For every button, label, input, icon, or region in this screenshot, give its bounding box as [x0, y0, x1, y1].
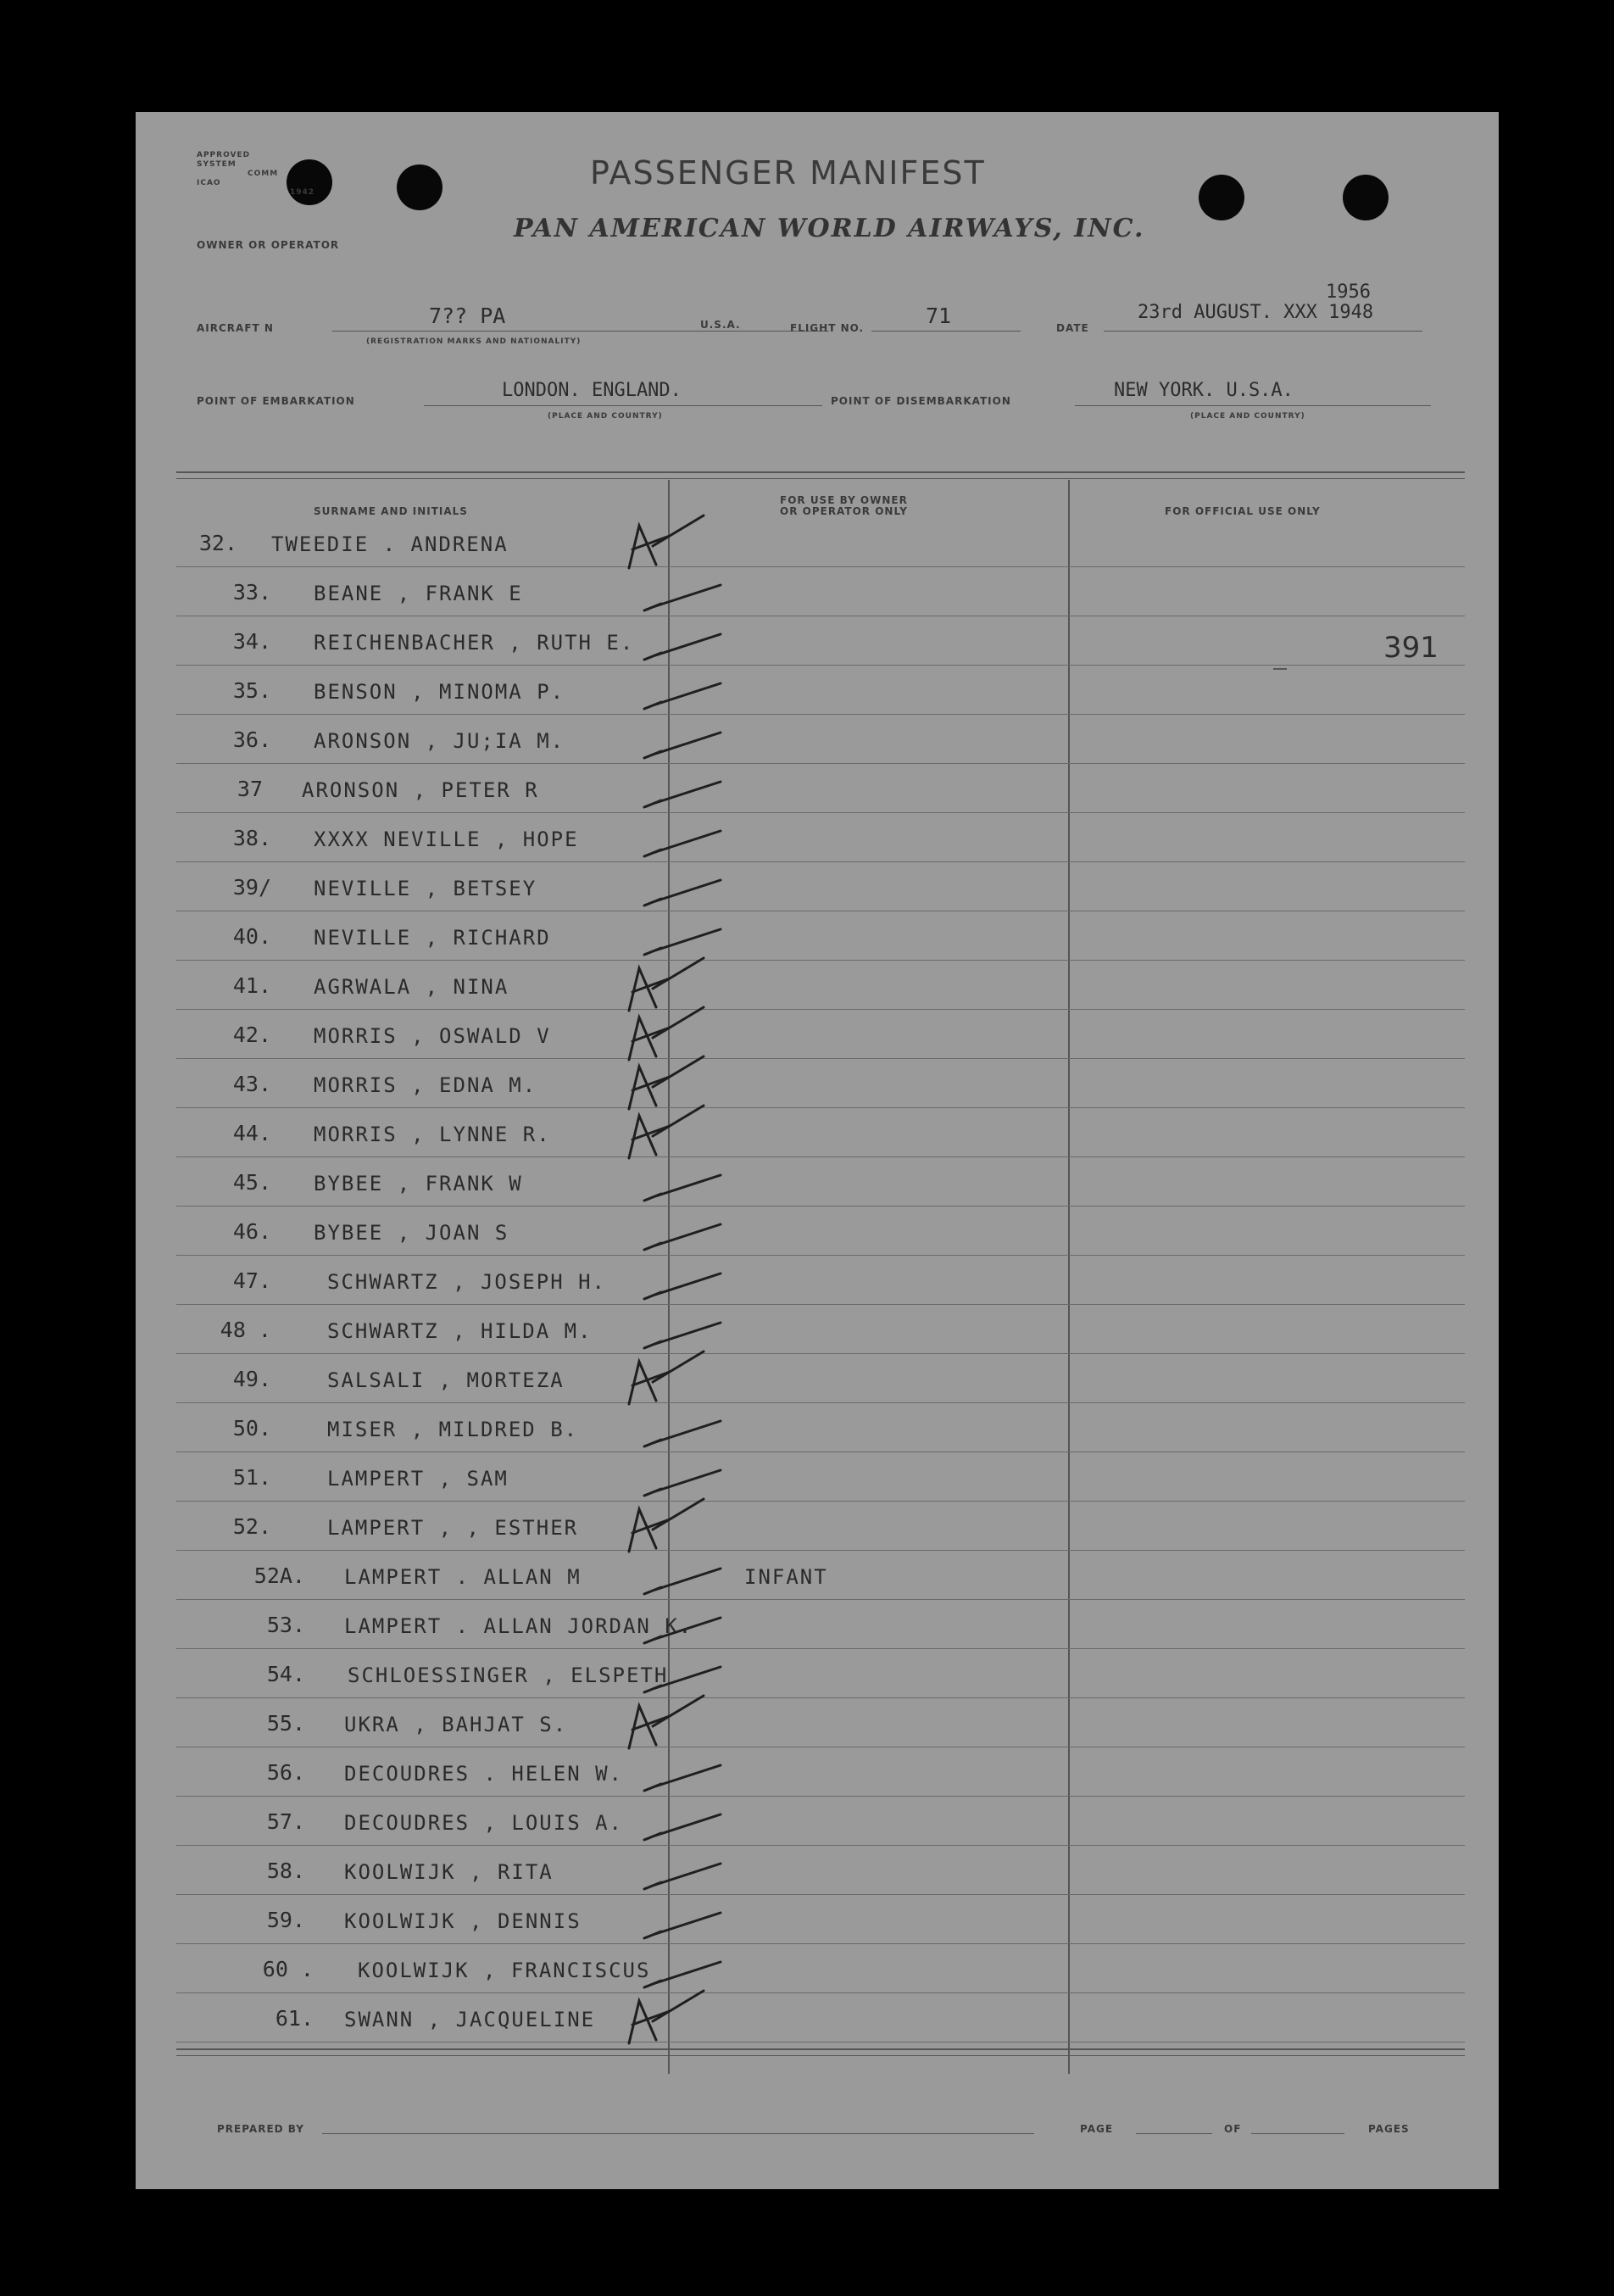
- passenger-name: NEVILLE , RICHARD: [314, 926, 551, 950]
- official-number: 391: [1383, 631, 1439, 665]
- check-mark: [629, 1056, 704, 1109]
- passenger-number: 50.: [232, 1416, 271, 1441]
- passenger-number: 43.: [232, 1072, 271, 1096]
- disembark-sublabel: (PLACE AND COUNTRY): [1190, 412, 1305, 421]
- passenger-name: SCHWARTZ , JOSEPH H.: [327, 1270, 606, 1294]
- check-mark: [629, 1696, 704, 1748]
- passenger-name: AGRWALA , NINA: [314, 975, 509, 999]
- passenger-name: BENSON , MINOMA P.: [314, 680, 565, 704]
- passenger-name: UKRA , BAHJAT S.: [344, 1713, 568, 1736]
- passenger-number: 48 .: [220, 1318, 271, 1342]
- passenger-name: NEVILLE , BETSEY: [314, 877, 537, 900]
- passenger-name: KOOLWIJK , FRANCISCUS: [358, 1959, 651, 1982]
- check-mark: [644, 1273, 721, 1299]
- flight-label: FLIGHT NO.: [790, 322, 865, 334]
- check-mark: [644, 1470, 721, 1496]
- pages-label: PAGES: [1368, 2123, 1410, 2135]
- passenger-number: 47.: [232, 1268, 271, 1293]
- check-mark: [644, 585, 721, 610]
- passenger-name: ARONSON , PETER R: [302, 778, 539, 802]
- check-mark: [629, 1106, 704, 1158]
- manifest-page: [136, 112, 1499, 2189]
- check-mark: [629, 1991, 704, 2043]
- passenger-number: 33.: [232, 580, 271, 605]
- check-mark: [644, 1569, 721, 1594]
- passenger-name: BEANE , FRANK E: [314, 582, 523, 605]
- check-mark: [629, 1007, 704, 1060]
- check-mark: [644, 1962, 721, 1987]
- col-header-surname: SURNAME AND INITIALS: [314, 505, 468, 517]
- passenger-name: SWANN , JACQUELINE: [344, 2008, 596, 2031]
- check-mark: [629, 1351, 704, 1404]
- year-overwrite: 1956: [1326, 281, 1371, 303]
- disembark-value: NEW YORK. U.S.A.: [1114, 380, 1294, 401]
- passenger-number: 57.: [266, 1809, 305, 1834]
- check-mark: [644, 733, 721, 758]
- approval-stamp: APPROVED SYSTEM COMM ICAO 1942: [197, 151, 315, 197]
- passenger-name: MISER , MILDRED B.: [327, 1418, 579, 1441]
- embark-sublabel: (PLACE AND COUNTRY): [548, 412, 663, 421]
- handwritten-marks: [136, 112, 1499, 2189]
- passenger-number: 42.: [232, 1023, 271, 1047]
- col-header-official: FOR OFFICIAL USE ONLY: [1165, 505, 1321, 517]
- disembark-label: POINT OF DISEMBARKATION: [831, 395, 1011, 407]
- passenger-name: LAMPERT . ALLAN JORDAN K.: [344, 1614, 693, 1638]
- passenger-number: 45.: [232, 1170, 271, 1195]
- check-mark: [644, 683, 721, 709]
- check-mark: [644, 1913, 721, 1938]
- airline-name: PAN AMERICAN WORLD AIRWAYS, INC.: [514, 214, 1145, 243]
- date-label: DATE: [1056, 322, 1089, 334]
- check-mark: [644, 929, 721, 955]
- passenger-name: XXXX NEVILLE , HOPE: [314, 828, 579, 851]
- check-mark: [644, 782, 721, 807]
- flight-value: 71: [926, 304, 952, 328]
- passenger-name: MORRIS , LYNNE R.: [314, 1123, 551, 1146]
- check-mark: [644, 1864, 721, 1889]
- check-mark: [644, 1618, 721, 1643]
- passenger-name: LAMPERT , SAM: [327, 1467, 509, 1491]
- passenger-name: KOOLWIJK , RITA: [344, 1860, 554, 1884]
- passenger-number: 35.: [232, 678, 271, 703]
- passenger-name: ARONSON , JU;IA M.: [314, 729, 565, 753]
- check-mark: [644, 1667, 721, 1692]
- check-mark: [629, 1499, 704, 1552]
- page-title: PASSENGER MANIFEST: [590, 154, 986, 192]
- passenger-number: 54.: [266, 1662, 305, 1686]
- passenger-name: SCHWARTZ , HILDA M.: [327, 1319, 593, 1343]
- passenger-name: MORRIS , EDNA M.: [314, 1073, 537, 1097]
- embark-label: POINT OF EMBARKATION: [197, 395, 355, 407]
- check-mark: [644, 1175, 721, 1201]
- passenger-number: 46.: [232, 1219, 271, 1244]
- passenger-number: 51.: [232, 1465, 271, 1490]
- passenger-number: 49.: [232, 1367, 271, 1391]
- prepared-by-label: PREPARED BY: [217, 2123, 304, 2135]
- aircraft-sublabel: (REGISTRATION MARKS AND NATIONALITY): [366, 337, 582, 346]
- passenger-name: BYBEE , JOAN S: [314, 1221, 509, 1245]
- passenger-note: INFANT: [744, 1565, 828, 1589]
- owner-label: OWNER OR OPERATOR: [197, 239, 340, 251]
- passenger-number: 61.: [275, 2006, 314, 2031]
- passenger-number: 38.: [232, 826, 271, 850]
- passenger-name: SALSALI , MORTEZA: [327, 1368, 565, 1392]
- passenger-name: LAMPERT , , ESTHER: [327, 1516, 579, 1540]
- passenger-name: KOOLWIJK , DENNIS: [344, 1909, 582, 1933]
- of-label: OF: [1224, 2123, 1242, 2135]
- passenger-number: 52.: [232, 1514, 271, 1539]
- passenger-number: 52A.: [253, 1563, 305, 1588]
- check-mark: [644, 634, 721, 660]
- date-value: 23rd AUGUST. XXX 1948: [1138, 302, 1374, 323]
- passenger-name: SCHLOESSINGER , ELSPETH: [348, 1663, 669, 1687]
- check-mark: [644, 831, 721, 856]
- aircraft-label: AIRCRAFT N: [197, 322, 274, 334]
- passenger-name: TWEEDIE . ANDRENA: [271, 532, 509, 556]
- passenger-number: 41.: [232, 973, 271, 998]
- passenger-name: DECOUDRES , LOUIS A.: [344, 1811, 623, 1835]
- check-mark: [644, 1323, 721, 1348]
- passenger-number: 39/: [232, 875, 271, 900]
- check-mark: [644, 1224, 721, 1250]
- passenger-number: 59.: [266, 1908, 305, 1932]
- passenger-number: 40.: [232, 924, 271, 949]
- passenger-number: 53.: [266, 1613, 305, 1637]
- passenger-number: 34.: [232, 629, 271, 654]
- passenger-number: 55.: [266, 1711, 305, 1736]
- check-mark: [629, 515, 704, 568]
- passenger-name: MORRIS , OSWALD V: [314, 1024, 551, 1048]
- check-mark: [644, 1814, 721, 1840]
- check-mark: [644, 1765, 721, 1791]
- usa-label: U.S.A.: [700, 319, 741, 331]
- embark-value: LONDON. ENGLAND.: [502, 380, 682, 401]
- passenger-number: 58.: [266, 1859, 305, 1883]
- passenger-number: 37: [237, 777, 263, 801]
- passenger-number: 60 .: [262, 1957, 314, 1981]
- passenger-name: DECOUDRES . HELEN W.: [344, 1762, 623, 1786]
- passenger-number: 56.: [266, 1760, 305, 1785]
- check-mark: [629, 958, 704, 1011]
- passenger-number: 36.: [232, 727, 271, 752]
- passenger-name: BYBEE , FRANK W: [314, 1172, 523, 1195]
- passenger-name: LAMPERT . ALLAN M: [344, 1565, 582, 1589]
- passenger-name: REICHENBACHER , RUTH E.: [314, 631, 635, 655]
- page-label: PAGE: [1080, 2123, 1114, 2135]
- passenger-number: 44.: [232, 1121, 271, 1145]
- aircraft-value: 7?? PA: [429, 304, 506, 328]
- col-header-owner: FOR USE BY OWNER OR OPERATOR ONLY: [780, 494, 908, 517]
- check-mark: [644, 1421, 721, 1446]
- passenger-number: 32.: [198, 531, 237, 555]
- check-mark: [644, 880, 721, 906]
